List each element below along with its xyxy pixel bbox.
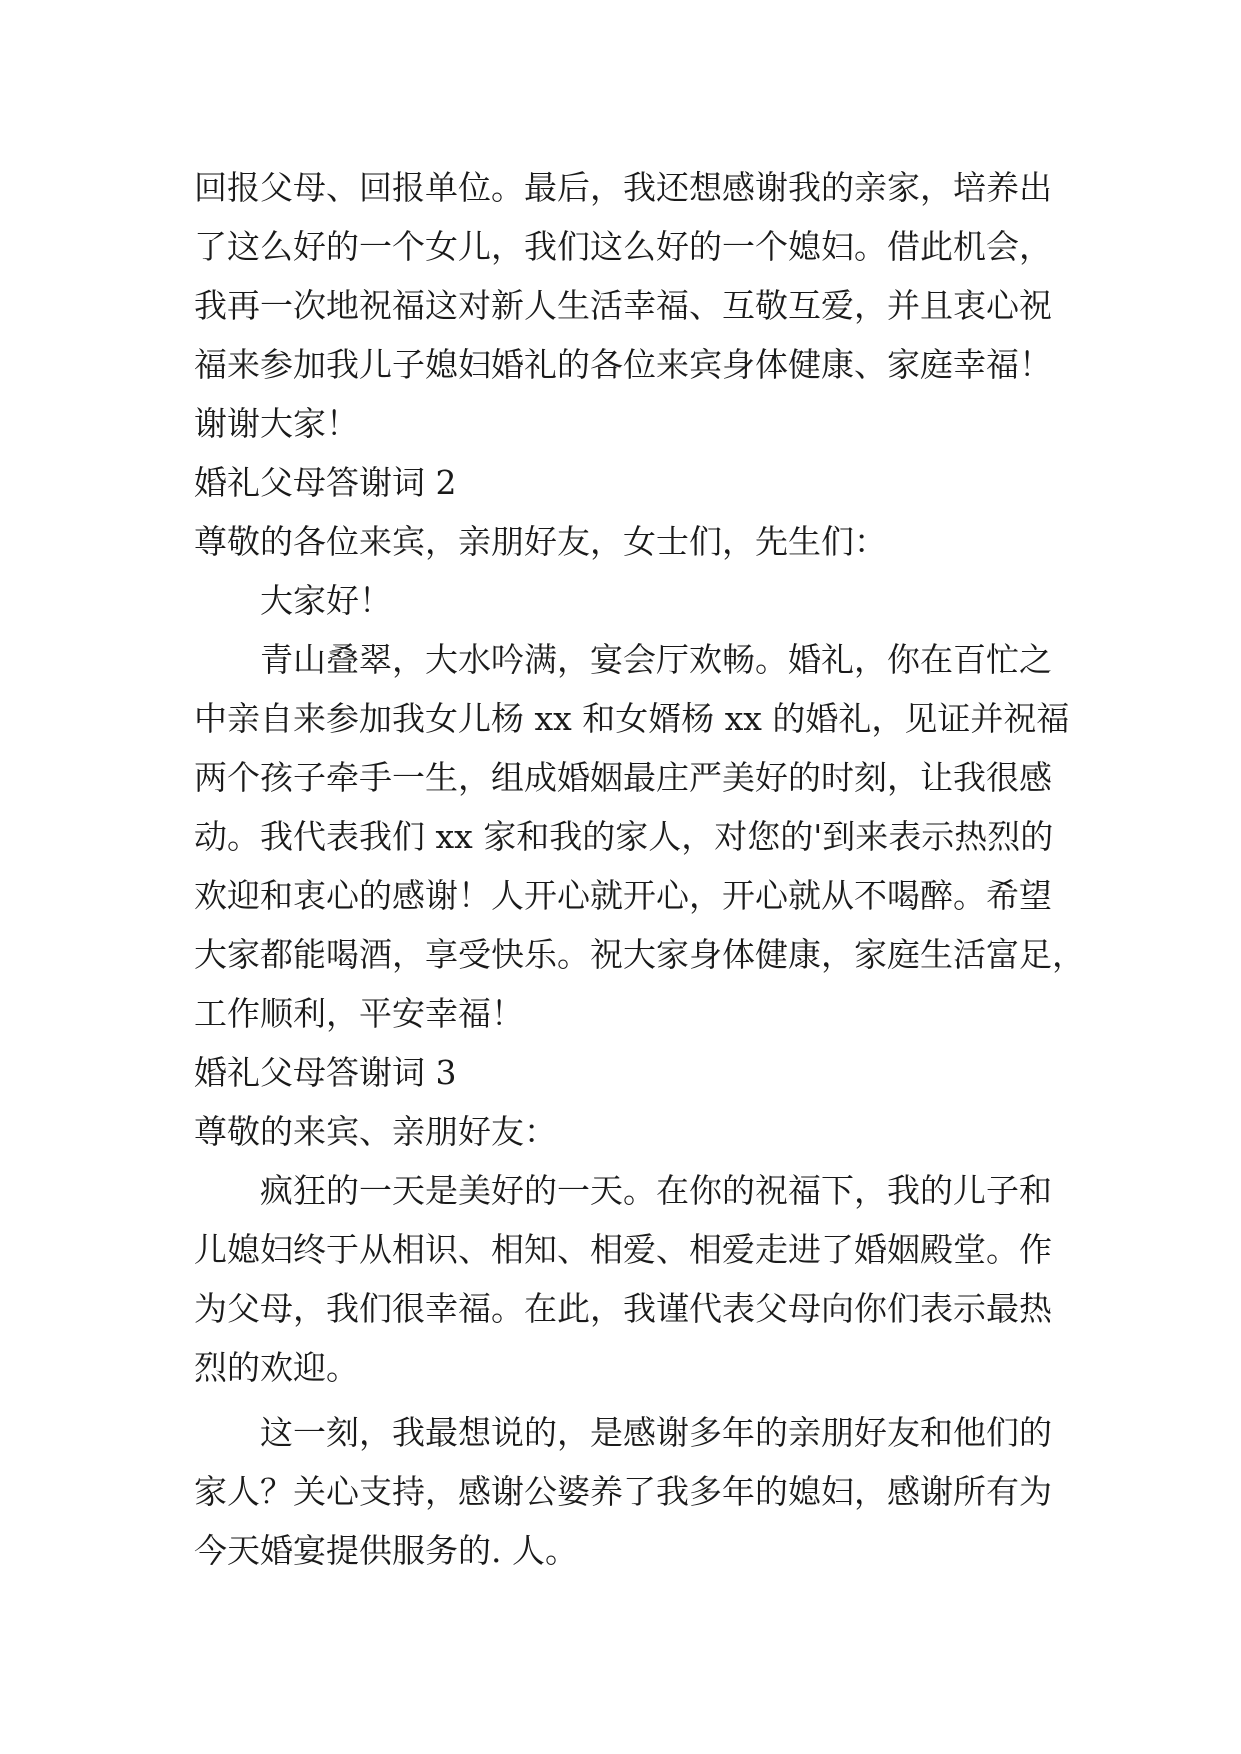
section-2-paragraph [194,630,1085,1043]
text-line: 烈的欢迎。 [194,1348,359,1387]
text-line: 福来参加我儿子媳妇婚礼的各位来宾身体健康、家庭幸福！ [194,345,1052,384]
continued-paragraph [194,158,1074,453]
text-line: 儿媳妇终于从相识、相知、相爱、相爱走进了婚姻殿堂。作 [194,1230,1052,1269]
text-line: 青山叠翠，大水吟满，宴会厅欢畅。婚礼，你在百忙之 [260,640,1052,679]
section-3-paragraph-1 [194,1161,1074,1397]
section-2-title: 婚礼父母答谢词 2 [194,463,457,502]
section-2-salutation: 尊敬的各位来宾，亲朋好友，女士们，先生们： [194,522,887,561]
text-line: 今天婚宴提供服务的. 人。 [194,1531,578,1570]
text-line: 大家都能喝酒，享受快乐。祝大家身体健康，家庭生活富足， [194,935,1085,974]
section-3-paragraph-2 [194,1403,1074,1580]
document-body [194,158,1085,1580]
section-3-title: 婚礼父母答谢词 3 [194,1053,457,1092]
text-line: 工作顺利，平安幸福！ [194,994,524,1033]
text-line: 家人？关心支持，感谢公婆养了我多年的媳妇，感谢所有为 [194,1472,1052,1511]
text-line: 中亲自来参加我女儿杨 xx 和女婿杨 xx 的婚礼，见证并祝福 [194,699,1070,738]
text-line: 了这么好的一个女儿，我们这么好的一个媳妇。借此机会， [194,227,1052,266]
text-line: 这一刻，我最想说的，是感谢多年的亲朋好友和他们的 [260,1413,1052,1452]
text-line: 为父母，我们很幸福。在此，我谨代表父母向你们表示最热 [194,1289,1052,1328]
text-line: 欢迎和衷心的感谢！人开心就开心，开心就从不喝醉。希望 [194,876,1052,915]
section-2-greeting: 大家好！ [260,581,392,620]
text-line: 我再一次地祝福这对新人生活幸福、互敬互爱，并且衷心祝 [194,286,1052,325]
text-line: 谢谢大家！ [194,404,359,443]
text-line: 回报父母、回报单位。最后，我还想感谢我的亲家，培养出 [194,168,1052,207]
text-line: 两个孩子牵手一生，组成婚姻最庄严美好的时刻，让我很感 [194,758,1052,797]
text-line: 动。我代表我们 xx 家和我的家人，对您的'到来表示热烈的 [194,817,1054,856]
text-line: 疯狂的一天是美好的一天。在你的祝福下，我的儿子和 [260,1171,1052,1210]
section-3-salutation: 尊敬的来宾、亲朋好友： [194,1112,557,1151]
